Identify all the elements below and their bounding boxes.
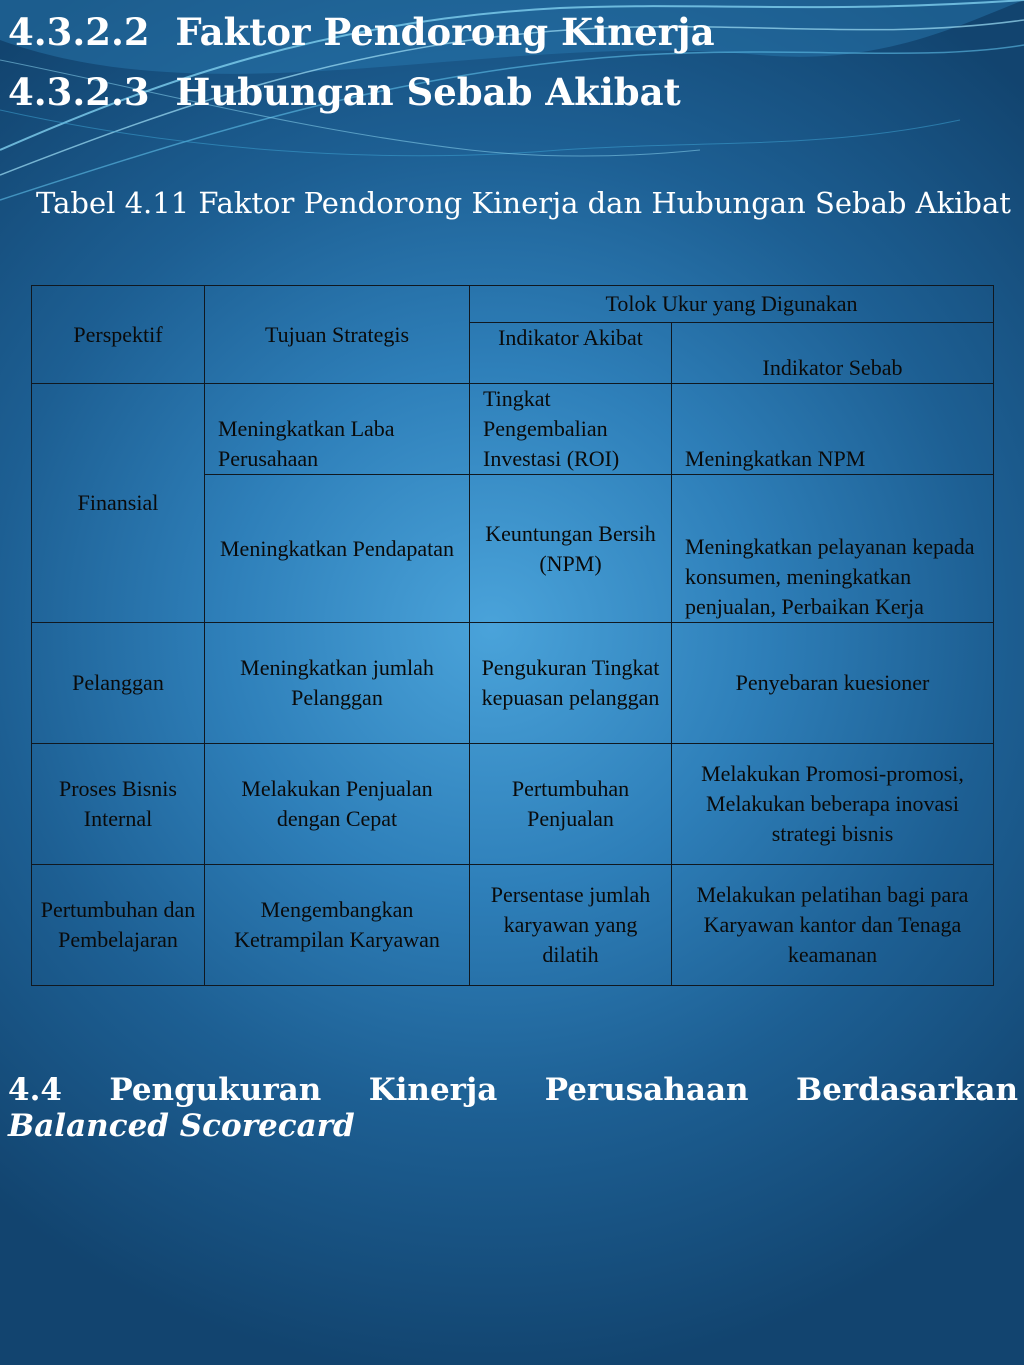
heading-word: Perusahaan	[544, 1072, 749, 1108]
effect-indicator-cell: Tingkat Pengembalian Investasi (ROI)	[470, 384, 672, 475]
objective-cell: Meningkatkan Pendapatan	[205, 475, 470, 623]
objective-cell: Meningkatkan jumlah Pelanggan	[205, 623, 470, 744]
cause-indicator-cell: Penyebaran kuesioner	[672, 623, 994, 744]
heading-word: Pengukuran	[109, 1072, 322, 1108]
cause-indicator-cell: Melakukan pelatihan bagi para Karyawan kantor dan Tenaga keamanan	[672, 865, 994, 986]
perspective-cell: Pelanggan	[32, 623, 205, 744]
header-perspektif: Perspektif	[32, 286, 205, 384]
objective-cell: Meningkatkan Laba Perusahaan	[205, 384, 470, 475]
objective-cell: Melakukan Penjualan dengan Cepat	[205, 744, 470, 865]
objective-cell: Mengembangkan Ketrampilan Karyawan	[205, 865, 470, 986]
cause-indicator-cell: Melakukan Promosi-promosi, Melakukan beberapa inovasi strategi bisnis	[672, 744, 994, 865]
section-heading-4-4	[8, 1072, 1018, 1144]
header-tujuan-strategis: Tujuan Strategis	[205, 286, 470, 384]
effect-indicator-cell: Keuntungan Bersih (NPM)	[470, 475, 672, 623]
heading-word: Kinerja	[368, 1072, 498, 1108]
heading-title: Faktor Pendorong Kinerja	[175, 10, 715, 54]
cause-indicator-cell: Meningkatkan NPM	[672, 384, 994, 475]
heading-word: Berdasarkan	[796, 1072, 1018, 1108]
heading-number: 4.4	[8, 1072, 62, 1108]
table-row	[32, 744, 994, 865]
heading-title: Hubungan Sebab Akibat	[175, 70, 681, 114]
effect-indicator-cell: Pertumbuhan Penjualan	[470, 744, 672, 865]
heading-italic-line: Balanced Scorecard	[8, 1108, 355, 1144]
perspective-cell: Proses Bisnis Internal	[32, 744, 205, 865]
effect-indicator-cell: Pengukuran Tingkat kepuasan pelanggan	[470, 623, 672, 744]
perspective-cell: Finansial	[32, 384, 205, 623]
section-heading-line	[8, 1072, 1018, 1108]
perspective-cell: Pertumbuhan dan Pembelajaran	[32, 865, 205, 986]
header-indikator-akibat: Indikator Akibat	[470, 323, 672, 384]
table-caption: Tabel 4.11 Faktor Pendorong Kinerja dan Hubungan Sebab Akibat	[36, 186, 1011, 220]
table-row	[32, 865, 994, 986]
table-header-row	[32, 286, 994, 323]
header-tolok-ukur: Tolok Ukur yang Digunakan	[470, 286, 994, 323]
effect-indicator-cell: Persentase jumlah karyawan yang dilatih	[470, 865, 672, 986]
cause-indicator-cell: Meningkatkan pelayanan kepada konsumen, meningkatkan penjualan, Perbaikan Kerja	[672, 475, 994, 623]
performance-driver-table	[31, 285, 994, 986]
heading-number: 4.3.2.3	[8, 70, 150, 114]
header-indikator-sebab: Indikator Sebab	[672, 323, 994, 384]
table-row	[32, 623, 994, 744]
table-row	[32, 384, 994, 475]
section-heading-4-3-2-3	[8, 70, 681, 114]
section-heading-4-3-2-2	[8, 10, 715, 54]
heading-number: 4.3.2.2	[8, 10, 150, 54]
